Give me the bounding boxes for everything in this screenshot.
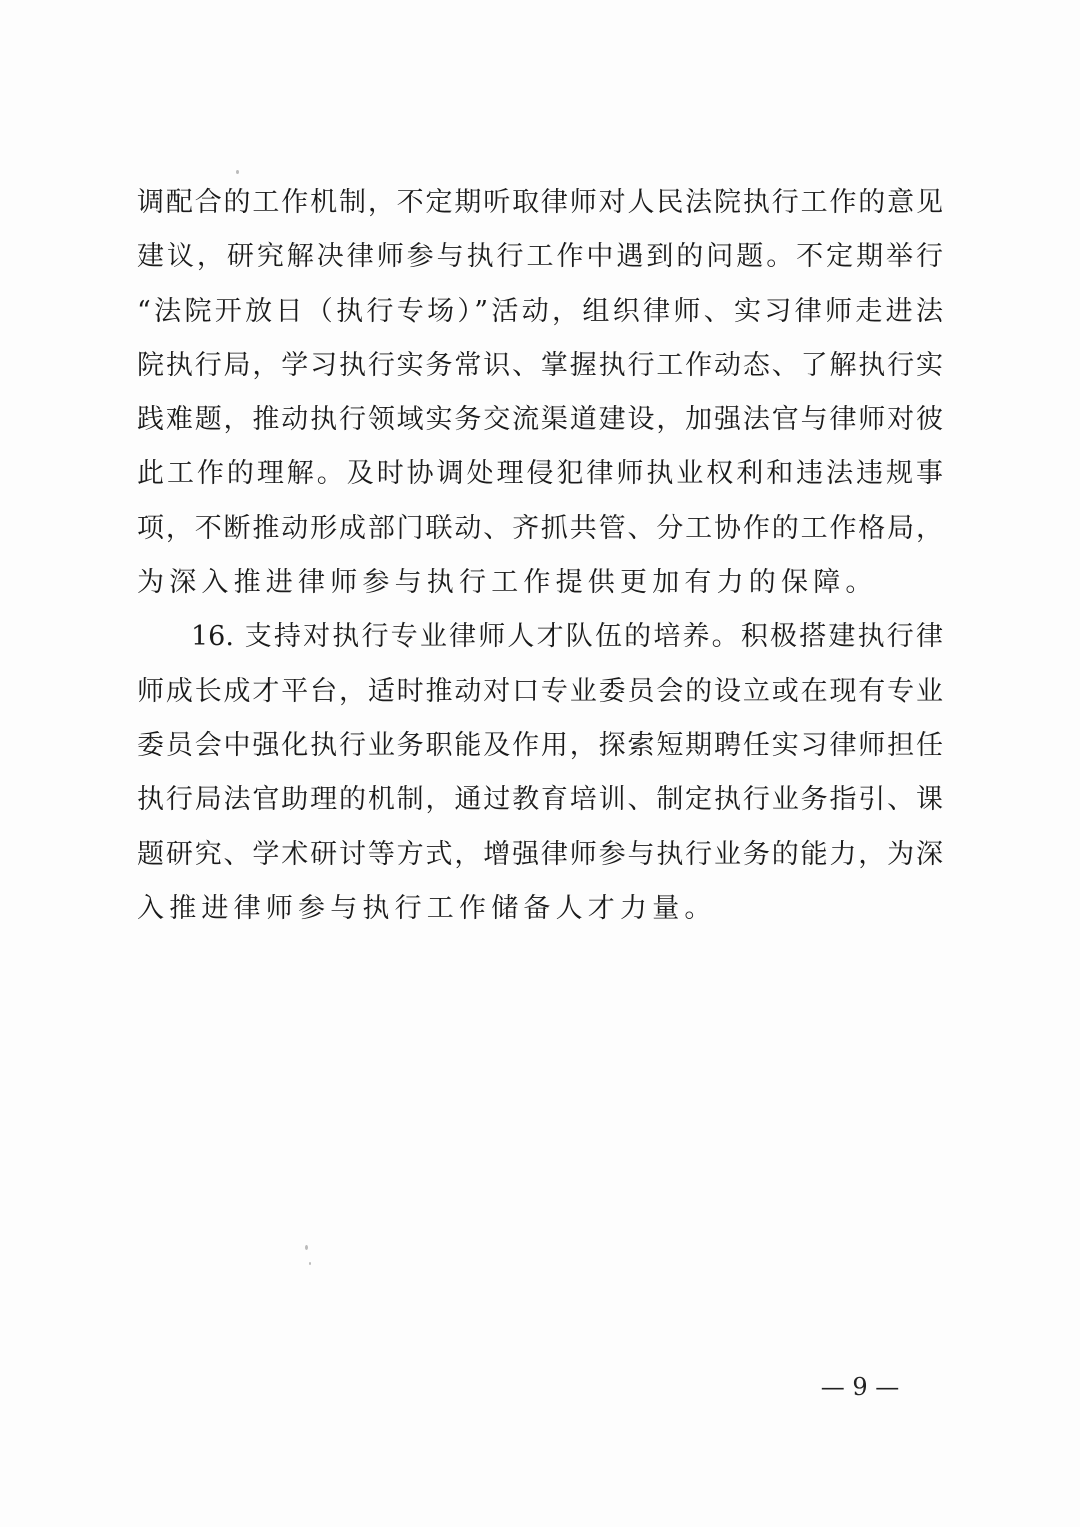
text-line: 16. 支持对执行专业律师人才队伍的培养。积极搭建执行律 xyxy=(191,621,943,653)
scan-speck xyxy=(236,170,239,174)
text-line: 师成长成才平台，适时推动对口专业委员会的设立或在现有专业 xyxy=(137,675,943,707)
scan-speck xyxy=(309,1262,311,1265)
text-line: 此工作的理解。及时协调处理侵犯律师执业权利和违法违规事 xyxy=(137,458,943,490)
scan-speck xyxy=(305,1245,308,1250)
text-line: 委员会中强化执行业务职能及作用，探索短期聘任实习律师担任 xyxy=(137,729,943,761)
text-line: 调配合的工作机制，不定期听取律师对人民法院执行工作的意见 xyxy=(137,187,943,218)
text-line: 项，不断推动形成部门联动、齐抓共管、分工协作的工作格局， xyxy=(137,512,943,544)
body-text xyxy=(137,176,943,936)
text-line: 题研究、学术研讨等方式，增强律师参与执行业务的能力，为深 xyxy=(137,838,943,870)
text-line: 建议，研究解决律师参与执行工作中遇到的问题。不定期举行 xyxy=(137,241,943,273)
text-line: 执行局法官助理的机制，通过教育培训、制定执行业务指引、课 xyxy=(137,784,943,816)
text-line: 践难题，推动执行领域实务交流渠道建设，加强法官与律师对彼 xyxy=(137,404,943,436)
text-line: 院执行局，学习执行实务常识、掌握执行工作动态、了解执行实 xyxy=(137,349,943,381)
text-line: 入推进律师参与执行工作储备人才力量。 xyxy=(137,892,717,924)
text-line: 为深入推进律师参与执行工作提供更加有力的保障。 xyxy=(137,567,878,599)
page-number: — 9 — xyxy=(820,1373,900,1401)
text-line: “法院开放日（执行专场）”活动，组织律师、实习律师走进法 xyxy=(137,295,943,327)
